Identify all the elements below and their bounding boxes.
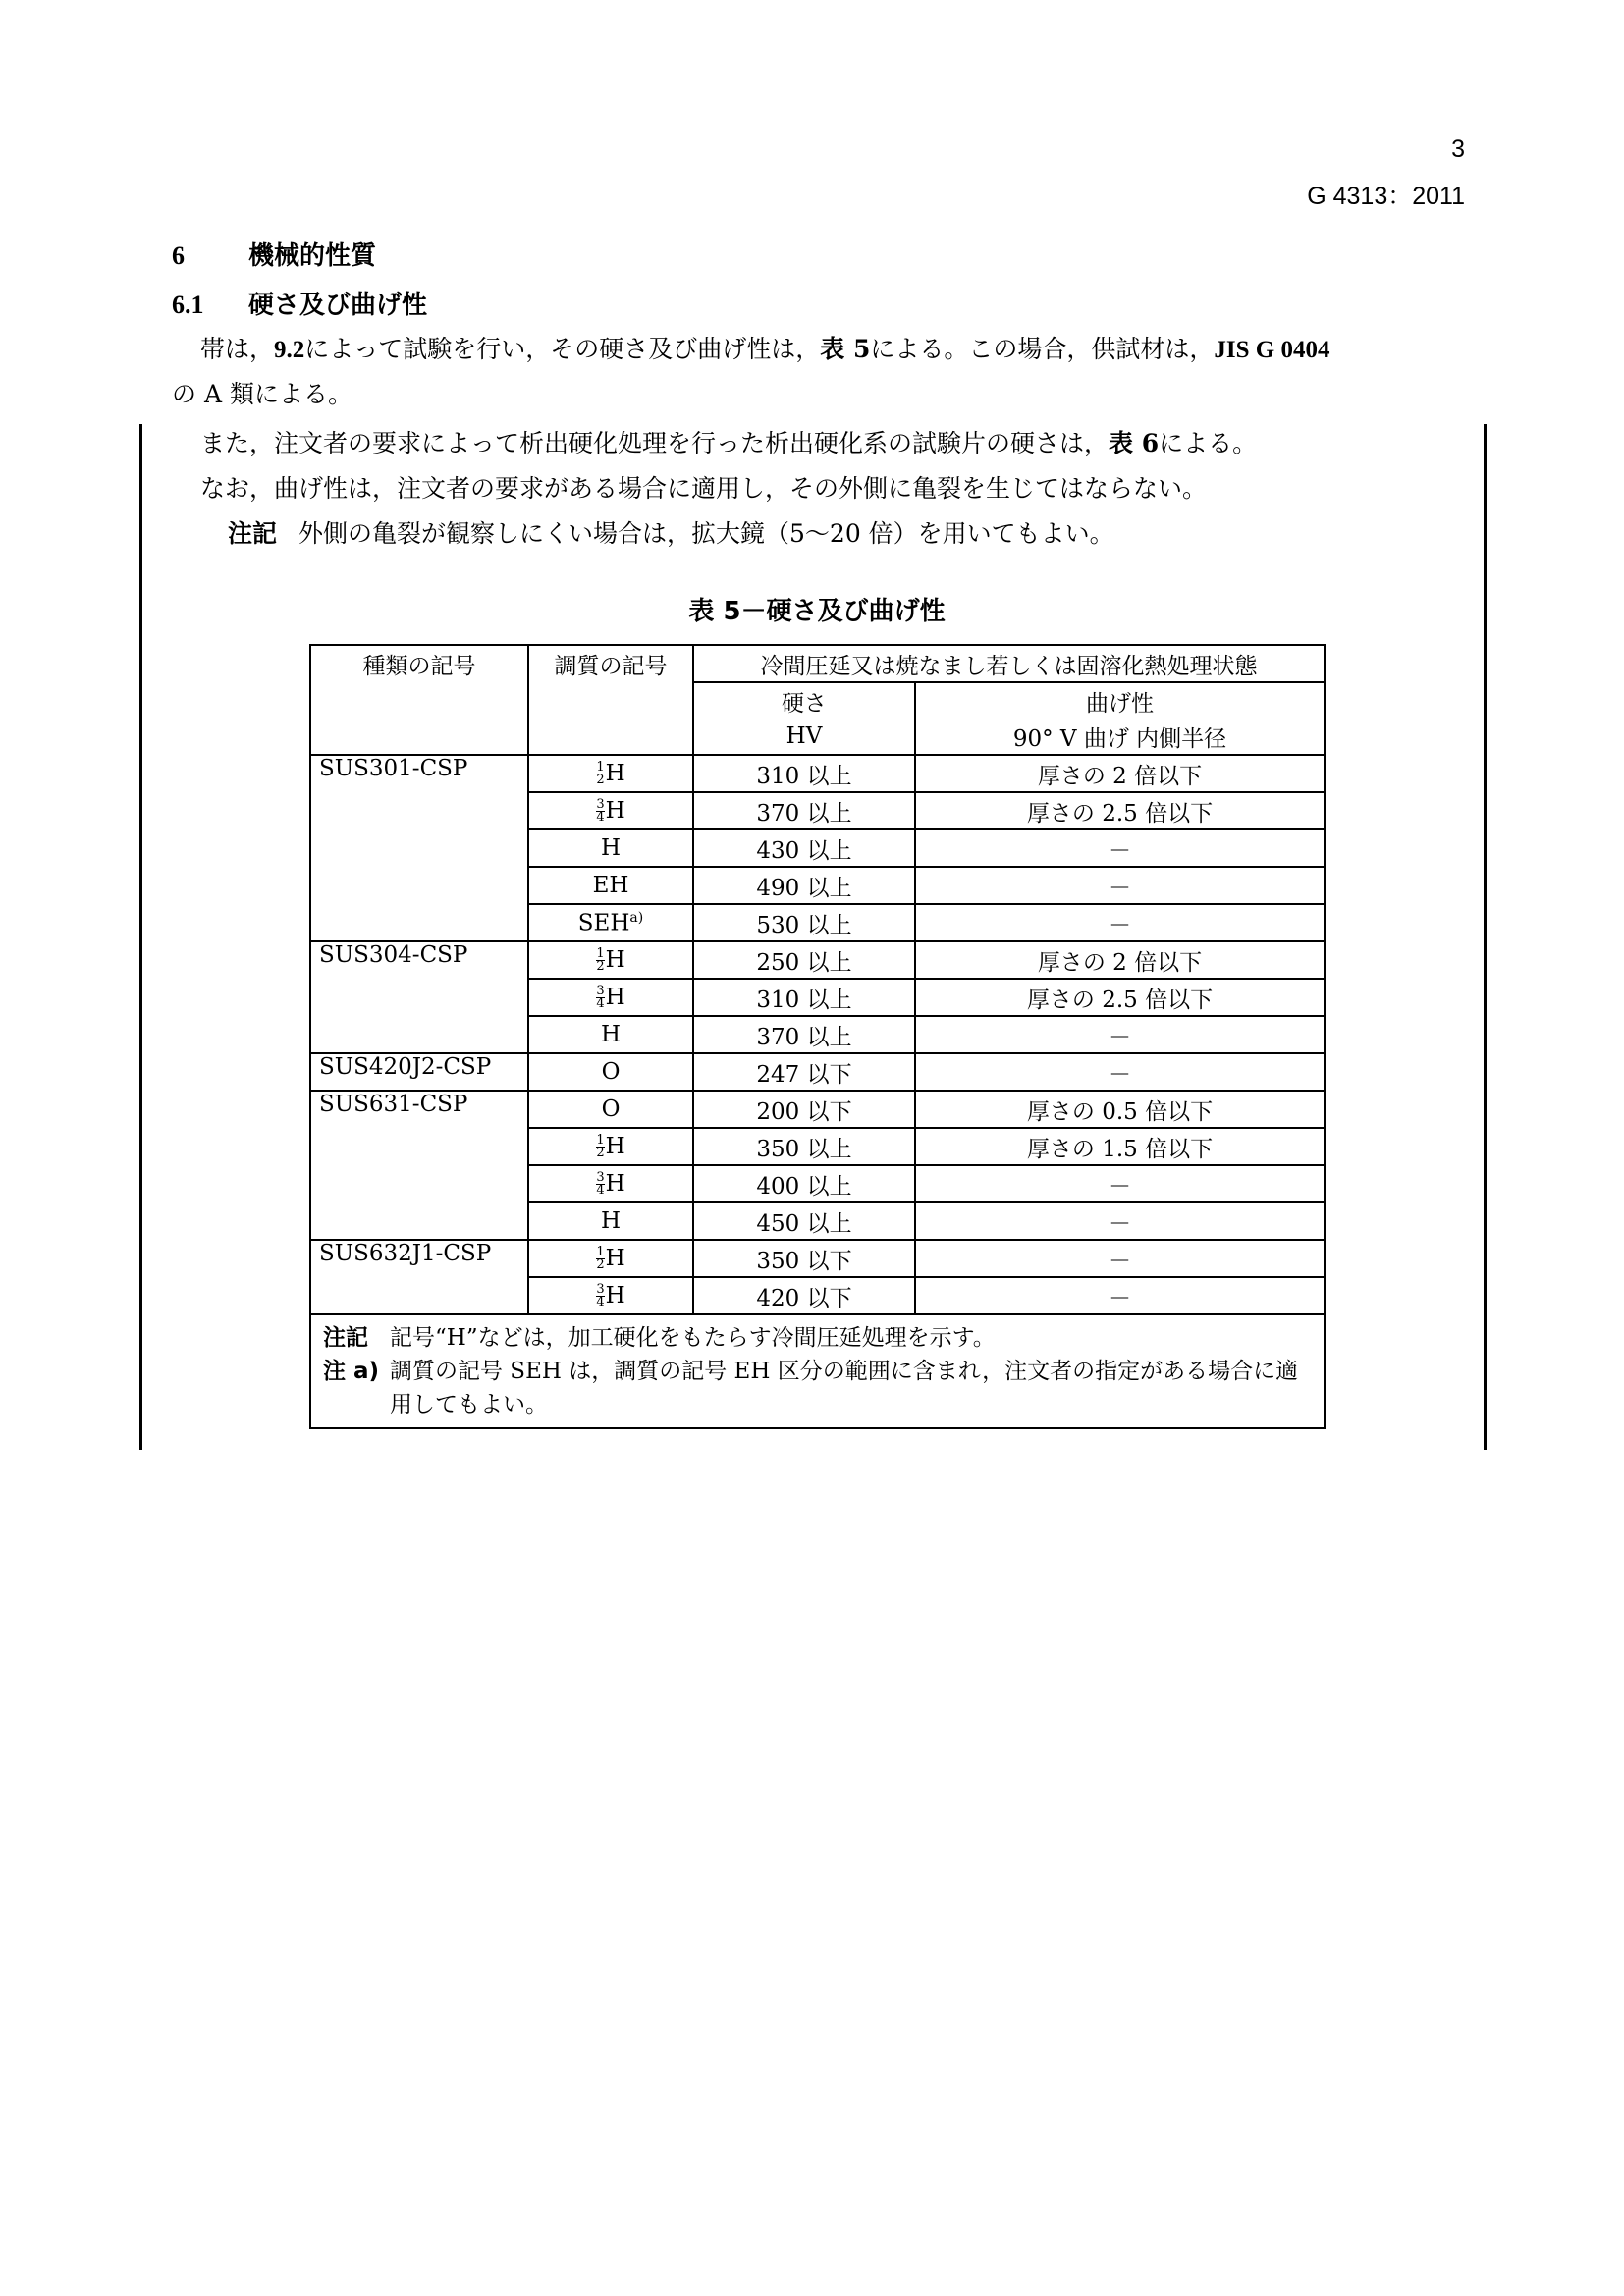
cell-type	[310, 904, 528, 941]
cell-bend: 厚さの 2 倍以下	[915, 941, 1325, 979]
table-row	[310, 1277, 1325, 1314]
cell-hardness: 430 以上	[693, 829, 915, 867]
fraction	[596, 1247, 604, 1271]
cell-type: SUS420J2-CSP	[310, 1053, 528, 1091]
table-caption: 表 5－硬さ及び曲げ性	[688, 597, 946, 626]
fraction-numerator: 1	[596, 1133, 605, 1148]
fraction-numerator: 1	[596, 946, 605, 962]
fraction	[596, 1172, 604, 1197]
fraction-denominator: 2	[596, 1146, 605, 1161]
cell-type	[310, 792, 528, 829]
cell-hardness: 310 以上	[693, 755, 915, 792]
table-row	[310, 867, 1325, 904]
fraction-numerator: 3	[596, 1170, 605, 1186]
text: 帯は，	[200, 335, 275, 363]
cell-hardness: 370 以上	[693, 1016, 915, 1053]
text: によって試験を行い，その硬さ及び曲げ性は，	[304, 335, 821, 363]
fraction-numerator: 1	[596, 760, 605, 775]
header-blank	[528, 719, 693, 755]
section-number: 6.1	[172, 291, 204, 319]
cell-hardness: 400 以上	[693, 1165, 915, 1202]
header-state: 冷間圧延又は焼なまし若しくは固溶化熱処理状態	[693, 645, 1325, 682]
cell-bend: 厚さの 1.5 倍以下	[915, 1128, 1325, 1165]
header-hardness-unit: HV	[693, 719, 915, 755]
page-number: 3	[1451, 135, 1465, 163]
cell-hardness: 247 以下	[693, 1053, 915, 1091]
table-row	[310, 1165, 1325, 1202]
note-text: 調質の記号 SEH は，調質の記号 EH 区分の範囲に含まれ，注文者の指定がある場合に適用してもよい。	[390, 1359, 1299, 1417]
clause-ref: 9.2	[274, 337, 305, 363]
cell-type: SUS631-CSP	[310, 1091, 528, 1128]
table-row	[310, 755, 1325, 792]
fraction-numerator: 3	[596, 797, 605, 813]
header-type: 種類の記号	[310, 645, 528, 682]
cell-type	[310, 867, 528, 904]
section-title: 機械的性質	[248, 241, 377, 271]
paragraph-1-line-2: の A 類による。	[172, 380, 352, 408]
note-label: 注 a)	[323, 1359, 380, 1384]
text: による。	[1159, 429, 1258, 457]
cell-temper	[528, 1202, 693, 1240]
cell-type	[310, 1016, 528, 1053]
cell-bend: 厚さの 0.5 倍以下	[915, 1091, 1325, 1128]
cell-bend: －	[915, 904, 1325, 941]
header-bend-sub: 90° V 曲げ 内側半径	[915, 719, 1325, 755]
cell-hardness: 420 以下	[693, 1277, 915, 1314]
table-row	[310, 979, 1325, 1016]
header-bend: 曲げ性	[915, 682, 1325, 719]
section-number: 6	[172, 241, 185, 270]
cell-bend: －	[915, 1277, 1325, 1314]
table-row	[310, 941, 1325, 979]
temper-value: O	[601, 1096, 621, 1122]
cell-type	[310, 1202, 528, 1240]
table-row	[310, 1202, 1325, 1240]
cell-bend: －	[915, 1165, 1325, 1202]
footnote-marker: a)	[629, 909, 644, 926]
fraction-numerator: 3	[596, 1282, 605, 1298]
cell-temper	[528, 1277, 693, 1314]
cell-bend: －	[915, 1053, 1325, 1091]
temper-value: H	[605, 984, 625, 1010]
section-heading-6	[172, 236, 376, 272]
note-label: 注記	[228, 519, 278, 548]
paragraph-1-line-1	[200, 328, 1330, 372]
cell-type: SUS632J1-CSP	[310, 1240, 528, 1277]
cell-hardness: 350 以上	[693, 1128, 915, 1165]
table-row	[310, 1128, 1325, 1165]
cell-temper	[528, 1016, 693, 1053]
table-note	[323, 1321, 1312, 1355]
cell-hardness: 250 以上	[693, 941, 915, 979]
table-ref: 表 5	[820, 335, 871, 363]
note-label: 注記	[323, 1325, 368, 1351]
fraction-denominator: 2	[596, 959, 605, 975]
table-row	[310, 1240, 1325, 1277]
fraction	[596, 986, 604, 1010]
cell-temper	[528, 1128, 693, 1165]
change-bar-right	[1484, 424, 1487, 1450]
cell-hardness: 350 以下	[693, 1240, 915, 1277]
fraction	[596, 1284, 604, 1308]
cell-type: SUS304-CSP	[310, 941, 528, 979]
cell-type	[310, 1277, 528, 1314]
fraction	[596, 799, 604, 824]
temper-value: H	[600, 1208, 622, 1234]
standard-ref: JIS G 0404	[1214, 337, 1330, 363]
temper-value: H	[605, 1133, 625, 1159]
header-blank	[310, 719, 528, 755]
paragraph-2	[200, 422, 1257, 465]
hardness-bendability-table	[309, 644, 1326, 1429]
cell-temper	[528, 755, 693, 792]
cell-bend: －	[915, 829, 1325, 867]
document-id: G 4313：2011	[1307, 183, 1465, 210]
cell-type	[310, 1128, 528, 1165]
cell-bend: －	[915, 1202, 1325, 1240]
cell-bend: －	[915, 1016, 1325, 1053]
temper-value: H	[605, 946, 625, 973]
cell-temper	[528, 1091, 693, 1128]
fraction-denominator: 4	[596, 810, 605, 826]
cell-temper	[528, 1240, 693, 1277]
cell-hardness: 370 以上	[693, 792, 915, 829]
header-temper: 調質の記号	[528, 645, 693, 682]
cell-bend: 厚さの 2 倍以下	[915, 755, 1325, 792]
table-row	[310, 904, 1325, 941]
fraction	[596, 948, 604, 973]
table-note	[323, 1355, 1312, 1421]
temper-value: H	[605, 1282, 625, 1308]
fraction-denominator: 4	[596, 1183, 605, 1199]
table-row	[310, 829, 1325, 867]
text: また，注文者の要求によって析出硬化処理を行った析出硬化系の試験片の硬さは，	[200, 429, 1110, 457]
header-blank	[310, 682, 528, 719]
table-ref: 表 6	[1109, 429, 1160, 457]
table-row	[310, 792, 1325, 829]
temper-value: H	[605, 1170, 625, 1197]
table-row	[310, 1091, 1325, 1128]
table-row	[310, 1016, 1325, 1053]
cell-hardness: 490 以上	[693, 867, 915, 904]
cell-temper	[528, 941, 693, 979]
section-heading-6-1	[172, 285, 427, 321]
temper-value: EH	[592, 873, 629, 898]
cell-temper	[528, 867, 693, 904]
text: による。この場合，供試材は，	[870, 335, 1215, 363]
cell-temper	[528, 1053, 693, 1091]
fraction-denominator: 4	[596, 996, 605, 1012]
temper-value: H	[605, 760, 625, 786]
fraction-numerator: 3	[596, 984, 605, 999]
change-bar-left	[139, 424, 142, 1450]
header-blank	[528, 682, 693, 719]
temper-value: O	[601, 1059, 621, 1085]
cell-bend: －	[915, 867, 1325, 904]
cell-hardness: 310 以上	[693, 979, 915, 1016]
fraction-denominator: 4	[596, 1295, 605, 1310]
temper-value: H	[605, 797, 625, 824]
cell-bend: －	[915, 1240, 1325, 1277]
cell-type: SUS301-CSP	[310, 755, 528, 792]
cell-temper	[528, 829, 693, 867]
cell-bend: 厚さの 2.5 倍以下	[915, 979, 1325, 1016]
table-notes	[310, 1314, 1325, 1428]
note	[228, 512, 1114, 556]
fraction-denominator: 2	[596, 1257, 605, 1273]
table-row	[310, 1053, 1325, 1091]
header-hardness: 硬さ	[693, 682, 915, 719]
temper-value: H	[600, 1022, 622, 1047]
note-text: 記号“H”などは，加工硬化をもたらす冷間圧延処理を示す。	[390, 1325, 996, 1351]
cell-type	[310, 829, 528, 867]
fraction	[596, 1135, 604, 1159]
cell-type	[310, 979, 528, 1016]
temper-value: H	[600, 835, 622, 861]
section-title: 硬さ及び曲げ性	[248, 291, 428, 320]
fraction-denominator: 2	[596, 773, 605, 788]
temper-value: H	[605, 1245, 625, 1271]
cell-bend: 厚さの 2.5 倍以下	[915, 792, 1325, 829]
cell-temper	[528, 1165, 693, 1202]
paragraph-3: なお，曲げ性は，注文者の要求がある場合に適用し，その外側に亀裂を生じてはならない。	[200, 474, 1208, 503]
cell-temper	[528, 792, 693, 829]
cell-temper	[528, 979, 693, 1016]
temper-value: SEH	[577, 910, 630, 936]
cell-hardness: 530 以上	[693, 904, 915, 941]
cell-hardness: 450 以上	[693, 1202, 915, 1240]
fraction	[596, 762, 604, 786]
note-text: 外側の亀裂が観察しにくい場合は，拡大鏡（5～20 倍）を用いてもよい。	[298, 519, 1114, 548]
cell-hardness: 200 以下	[693, 1091, 915, 1128]
cell-type	[310, 1165, 528, 1202]
cell-temper	[528, 904, 693, 941]
fraction-numerator: 1	[596, 1245, 605, 1260]
